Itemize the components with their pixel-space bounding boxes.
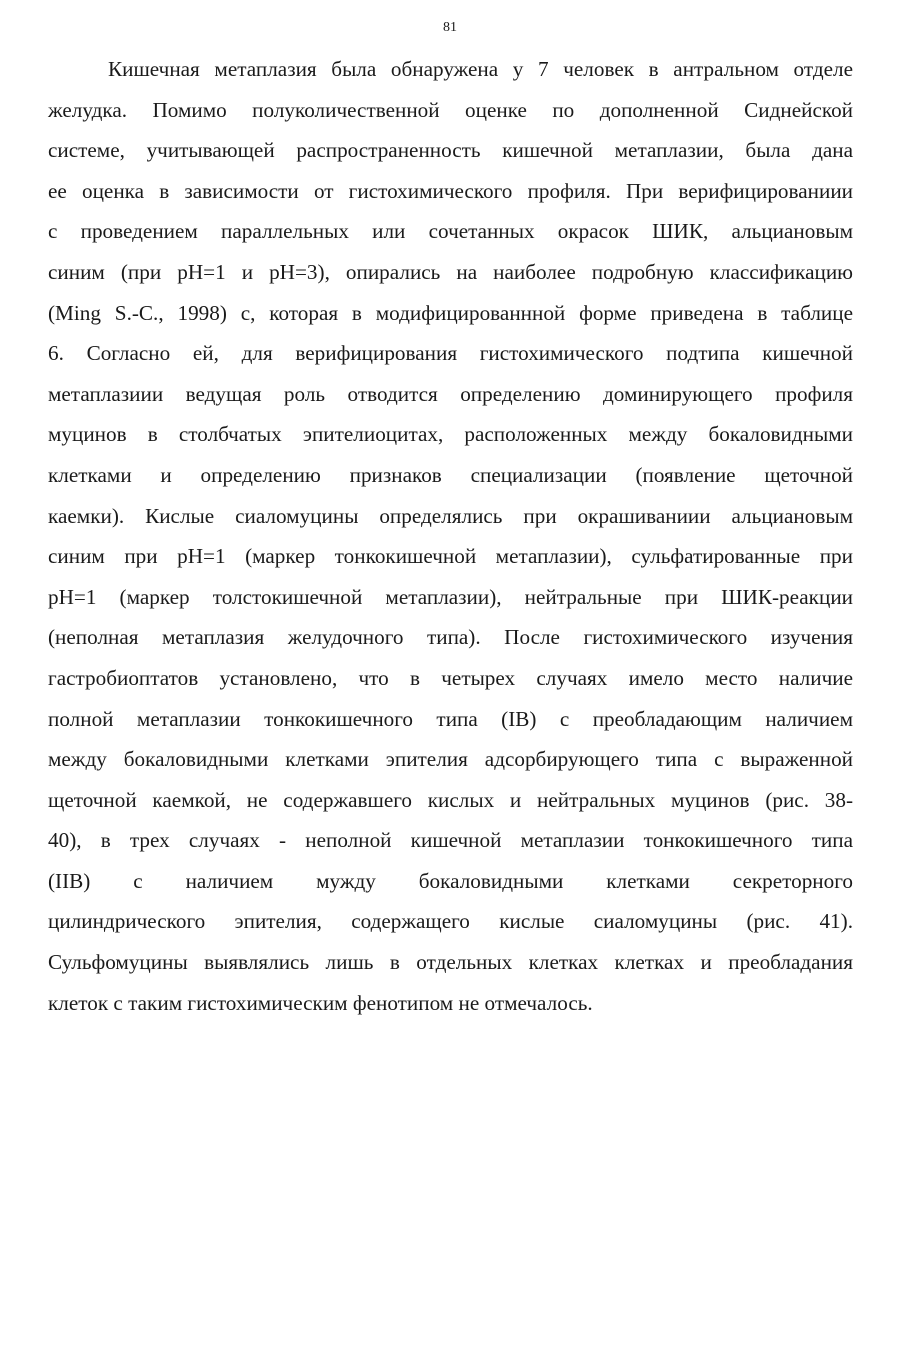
text-line: (IIB) с наличием мужду бокаловидными клетками секреторного [48,868,853,893]
text-line: муцинов в столбчатых эпителиоцитах, расположенных между бокаловидными [48,422,853,447]
text-line: Сульфомуцины выявлялись лишь в отдельных клетках клетках и преобладания [48,950,853,975]
body-paragraph [48,52,853,1026]
text-line: желудка. Помимо полуколичественной оценке по дополненной Сиднейской [48,97,853,122]
text-line: 40), в трех случаях - неполной кишечной метаплазии тонкокишечного типа [48,828,853,853]
text-line: системе, учитывающей распространенность кишечной метаплазии, была дана [48,138,853,163]
text-line: (неполная метаплазия желудочного типа). После гистохимического изучения [48,625,853,650]
text-line: (Ming S.-C., 1998) с, которая в модифицированнной форме приведена в таблице [48,300,853,325]
text-line: полной метаплазии тонкокишечного типа (IB) с преобладающим наличием [48,706,853,731]
text-line: клеток с таким гистохимическим фенотипом не отмечалось. [48,990,593,1015]
text-line: цилиндрического эпителия, содержащего кислые сиаломуцины (рис. 41). [48,909,853,934]
text-line: pH=1 (маркер толстокишечной метаплазии), нейтральные при ШИК-реакции [48,584,853,609]
text-line: клетками и определению признаков специализации (появление щеточной [48,462,853,487]
text-line: каемки). Кислые сиаломуцины определялись при окрашиваниии альциановым [48,503,853,528]
text-line: Кишечная метаплазия была обнаружена у 7 человек в антральном отделе [108,57,853,81]
text-line: с проведением параллельных или сочетанных окрасок ШИК, альциановым [48,219,853,244]
text-line: щеточной каемкой, не содержавшего кислых и нейтральных муцинов (рис. 38- [48,787,853,812]
text-line: 6. Согласно ей, для верифицирования гистохимического подтипа кишечной [48,341,853,366]
text-line: гастробиоптатов установлено, что в четырех случаях имело место наличие [48,665,853,690]
text-line: синим (при pH=1 и pH=3), опирались на наиболее подробную классификацию [48,259,853,284]
text-line: между бокаловидными клетками эпителия адсорбирующего типа с выраженной [48,747,853,772]
page-number: 81 [443,20,457,35]
text-line: метаплазиии ведущая роль отводится определению доминирующего профиля [48,381,853,406]
text-line: ее оценка в зависимости от гистохимического профиля. При верифицированиии [48,178,853,203]
text-line: синим при pH=1 (маркер тонкокишечной метаплазии), сульфатированные при [48,544,853,569]
